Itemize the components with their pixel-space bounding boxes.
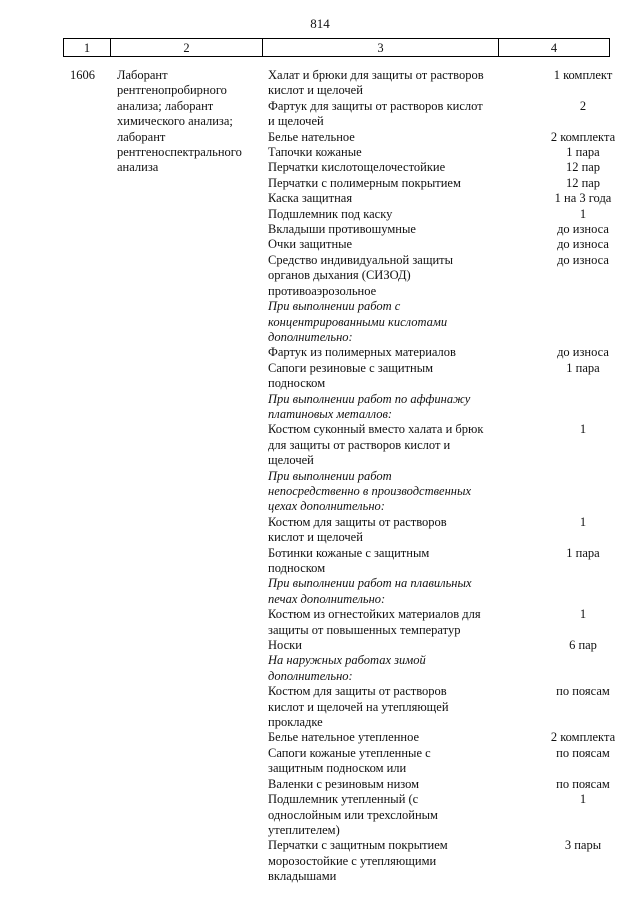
- item-name-line: Фартук для защиты от растворов кислот: [268, 98, 483, 113]
- condition-text: На наружных работах зимой: [268, 653, 426, 668]
- condition-heading: [268, 469, 508, 515]
- equipment-item: [268, 684, 610, 730]
- item-name: [268, 160, 518, 175]
- item-name: [268, 546, 518, 577]
- item-name-line: однослойным или трехслойным: [268, 807, 438, 822]
- item-name-line: Перчатки с защитным покрытием: [268, 838, 448, 853]
- item-name-line: кислот и щелочей на утепляющей: [268, 699, 449, 714]
- item-name: [268, 191, 518, 206]
- condition-text: При выполнении работ на плавильных: [268, 576, 472, 591]
- item-quantity: 1: [579, 514, 587, 529]
- equipment-item: [268, 252, 609, 299]
- item-name-line: вкладышами: [268, 869, 337, 884]
- equipment-item: [268, 206, 587, 222]
- item-quantity: 2: [579, 98, 587, 113]
- column-header-table: [63, 38, 610, 57]
- item-quantity: 12 пар: [565, 175, 601, 190]
- item-name-line: Сапоги кожаные утепленные с: [268, 745, 431, 760]
- profession-line: химического анализа;: [117, 114, 233, 129]
- condition-text: концентрированными кислотами: [268, 314, 448, 329]
- profession-line: рентгеноспектрального: [117, 145, 242, 160]
- item-quantity: по поясам: [556, 684, 610, 699]
- equipment-item: [268, 237, 609, 252]
- item-name: [268, 68, 518, 99]
- condition-text: При выполнении работ: [268, 468, 392, 483]
- item-name: [268, 237, 518, 252]
- item-name-line: Тапочки кожаные: [268, 145, 362, 160]
- item-name-line: кислот и щелочей: [268, 83, 363, 98]
- equipment-item: [268, 638, 597, 653]
- item-name: [268, 730, 518, 745]
- equipment-item: [268, 776, 610, 792]
- equipment-item: [268, 145, 600, 160]
- item-name-line: Подшлемник утепленный (с: [268, 792, 419, 807]
- item-name-line: Костюм из огнестойких материалов для: [268, 607, 481, 622]
- condition-heading: [268, 576, 508, 607]
- item-quantity: 3 пары: [564, 838, 602, 853]
- item-name-line: Валенки с резиновым низом: [268, 776, 420, 791]
- item-name: [268, 253, 518, 299]
- item-quantity: 1 комплект: [553, 68, 613, 82]
- header-col-1: 1: [64, 39, 111, 57]
- condition-text: цехах дополнительно:: [268, 499, 385, 514]
- item-name: [268, 145, 518, 160]
- item-quantity: 1: [579, 792, 587, 807]
- item-name-line: Костюм для защиты от растворов: [268, 514, 447, 529]
- item-name-line: Белье нательное утепленное: [268, 730, 420, 745]
- item-name-line: органов дыхания (СИЗОД): [268, 268, 411, 283]
- equipment-item: [268, 129, 616, 145]
- item-name-line: утеплителем): [268, 822, 340, 837]
- item-name: [268, 515, 518, 546]
- profession-line: анализа: [117, 160, 159, 175]
- item-name-line: Ботинки кожаные с защитным: [268, 545, 430, 560]
- condition-heading: [268, 653, 508, 684]
- condition-text: непосредственно в производственных: [268, 483, 471, 498]
- item-name-line: Носки: [268, 638, 302, 653]
- item-name: [268, 638, 518, 653]
- condition-text: печах дополнительно:: [268, 591, 386, 606]
- profession-line: анализа; лаборант: [117, 98, 214, 113]
- item-quantity: до износа: [557, 222, 609, 237]
- profession-line: лаборант: [117, 129, 166, 144]
- equipment-item: [268, 175, 601, 191]
- item-quantity: до износа: [557, 237, 609, 252]
- equipment-item: [268, 360, 600, 392]
- item-name-line: Средство индивидуальной защиты: [268, 252, 454, 267]
- condition-heading: [268, 299, 508, 345]
- item-name: [268, 746, 518, 777]
- item-name: [268, 176, 518, 191]
- equipment-item: [268, 345, 609, 360]
- row-number: 1606: [70, 68, 95, 82]
- item-quantity: до износа: [557, 345, 609, 360]
- item-name: [268, 607, 518, 638]
- item-name-line: Перчатки кислотощелочестойкие: [268, 160, 446, 175]
- item-name-line: защиты от повышенных температур: [268, 622, 461, 637]
- item-name-line: Перчатки с полимерным покрытием: [268, 175, 461, 190]
- item-name-line: Белье нательное: [268, 129, 355, 144]
- item-name-line: Костюм для защиты от растворов: [268, 684, 447, 699]
- page-number: 814: [310, 16, 330, 31]
- item-name-line: прокладке: [268, 715, 323, 730]
- item-name: [268, 361, 518, 392]
- condition-text: дополнительно:: [268, 668, 353, 683]
- equipment-item: [268, 607, 587, 638]
- condition-heading: [268, 392, 508, 423]
- item-quantity: 1: [579, 422, 587, 437]
- item-name-line: Очки защитные: [268, 237, 353, 252]
- item-name: [268, 130, 518, 145]
- item-name: [268, 207, 518, 222]
- item-name: [268, 792, 518, 838]
- item-quantity: 1 пара: [566, 545, 600, 560]
- item-name-line: Вкладыши противошумные: [268, 222, 416, 237]
- equipment-item: [268, 545, 600, 577]
- item-quantity: 6 пар: [569, 638, 597, 653]
- item-name-line: подноском: [268, 561, 326, 575]
- item-quantity: 1 пара: [566, 145, 600, 160]
- item-quantity: по поясам: [556, 776, 610, 791]
- equipment-item: [268, 191, 612, 206]
- item-name-line: Халат и брюки для защиты от растворов: [268, 68, 484, 82]
- condition-text: платиновых металлов:: [268, 406, 393, 421]
- column-header-row: [64, 39, 610, 57]
- item-quantity: 1: [579, 607, 587, 622]
- item-name: [268, 777, 518, 792]
- equipment-item: [268, 730, 616, 745]
- equipment-item: [268, 745, 610, 777]
- item-name-line: подноском: [268, 376, 326, 391]
- item-name-line: и щелочей: [268, 114, 324, 129]
- profession-line: Лаборант: [117, 68, 168, 82]
- equipment-item: [268, 222, 609, 237]
- item-name-line: щелочей: [268, 453, 314, 468]
- item-name: [268, 99, 518, 130]
- item-name-line: Костюм суконный вместо халата и брюк: [268, 422, 484, 437]
- item-quantity: 1 пара: [566, 360, 600, 375]
- header-col-2: 2: [111, 39, 263, 57]
- item-name-line: кислот и щелочей: [268, 530, 363, 545]
- item-name: [268, 838, 518, 884]
- condition-text: При выполнении работ с: [268, 299, 401, 314]
- item-name-line: для защиты от растворов кислот и: [268, 437, 451, 452]
- item-name-line: Подшлемник под каску: [268, 206, 393, 221]
- equipment-item: [268, 160, 601, 175]
- item-quantity: до износа: [557, 252, 609, 267]
- item-quantity: 2 комплекта: [550, 730, 616, 745]
- item-name: [268, 345, 518, 360]
- equipment-item: [268, 792, 587, 838]
- equipment-item: [268, 422, 587, 468]
- item-name: [268, 684, 518, 730]
- item-name-line: Сапоги резиновые с защитным: [268, 360, 434, 375]
- equipment-list: [268, 68, 616, 885]
- equipment-item: [268, 68, 613, 99]
- item-name-line: противоаэрозольное: [268, 283, 377, 298]
- item-name-line: Фартук из полимерных материалов: [268, 345, 456, 360]
- profession-cell: [117, 68, 257, 176]
- item-name: [268, 422, 518, 468]
- equipment-item: [268, 98, 587, 130]
- item-quantity: 1: [579, 206, 587, 221]
- condition-text: При выполнении работ по аффинажу: [268, 391, 471, 406]
- item-quantity: по поясам: [556, 745, 610, 760]
- equipment-item: [268, 838, 602, 884]
- item-quantity: 2 комплекта: [550, 129, 616, 144]
- item-name-line: морозостойкие с утепляющими: [268, 853, 437, 868]
- item-quantity: 12 пар: [565, 160, 601, 175]
- item-name-line: защитным подноском или: [268, 761, 407, 776]
- item-name: [268, 222, 518, 237]
- item-name-line: Каска защитная: [268, 191, 353, 206]
- item-quantity: 1 на 3 года: [554, 191, 612, 206]
- header-col-3: 3: [263, 39, 499, 57]
- header-col-4: 4: [499, 39, 610, 57]
- equipment-item: [268, 514, 587, 546]
- profession-line: рентгенопробирного: [117, 83, 227, 98]
- condition-text: дополнительно:: [268, 329, 353, 344]
